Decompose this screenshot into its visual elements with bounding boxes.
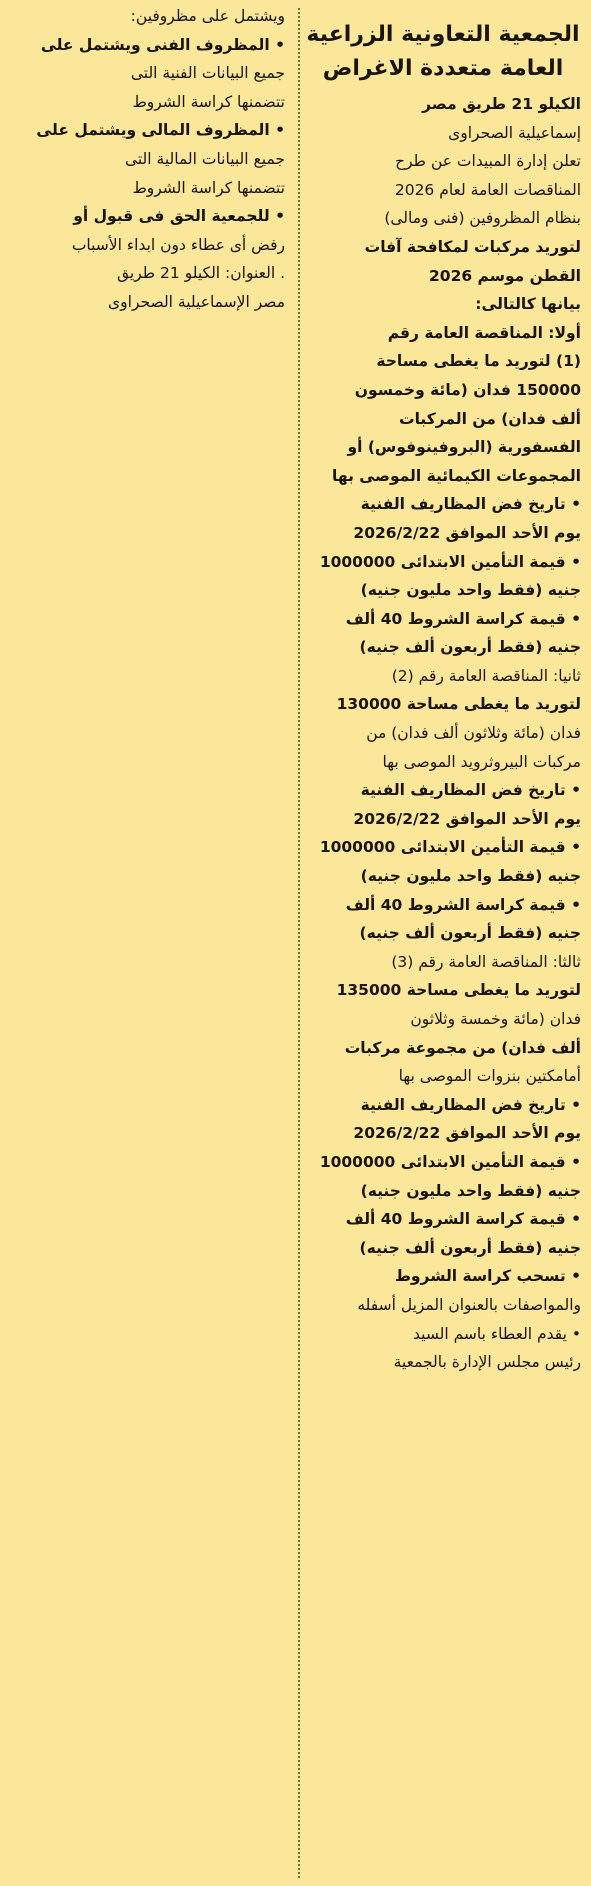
- right-column-line: (1) لتوريد ما يغطى مساحة: [376, 352, 581, 371]
- right-column-line: ثانيا: المناقصة العامة رقم (2): [391, 666, 581, 685]
- right-column-line: • قيمة التأمين الابتدائى 1000000: [319, 838, 581, 857]
- right-column-line: • تسحب كراسة الشروط: [394, 1267, 581, 1286]
- left-column: [9, 0, 285, 317]
- right-column-line: ألف فدان) من مجموعة مركبات: [344, 1038, 581, 1057]
- right-column-line: • قيمة كراسة الشروط 40 ألف: [345, 895, 581, 914]
- left-column-line: جميع البيانات المالية التى: [124, 149, 285, 168]
- right-column-line: جنيه (فقط واحد مليون جنيه): [360, 867, 581, 886]
- right-column-line: لتوريد مركبات لمكافحة آفات: [364, 237, 581, 256]
- left-column-line: ويشتمل على مظروفين:: [130, 7, 285, 25]
- right-column-line: والمواصفات بالعنوان المزيل أسفله: [357, 1295, 581, 1314]
- right-column-line: • قيمة التأمين الابتدائى 1000000: [319, 552, 581, 571]
- right-column-line: مركبات البيروثرويد الموصى بها: [382, 752, 581, 771]
- right-column-line: إسماعيلية الصحراوى: [448, 123, 581, 142]
- right-column-line: فدان (مائة وثلاثون ألف فدان) من: [366, 724, 581, 743]
- right-column-line: • تاريخ فض المظاريف الفنية: [360, 1095, 581, 1114]
- left-column-body: [9, 2, 285, 317]
- association-title: الجمعية التعاونية الزراعية العامة متعددة الاغراض: [306, 22, 580, 81]
- left-column-line: رفض أى عطاء دون ابداء الأسباب: [71, 235, 285, 254]
- right-column-line: جنيه (فقط أربعون ألف جنيه): [359, 638, 581, 657]
- right-column-line: جنيه (فقط واحد مليون جنيه): [360, 1181, 581, 1200]
- right-column-line: فدان (مائة وخمسة وثلاثون: [410, 1010, 581, 1028]
- right-column-line: • قيمة التأمين الابتدائى 1000000: [319, 1152, 581, 1171]
- column-divider: [298, 8, 300, 1878]
- right-column-line: ثالثا: المناقصة العامة رقم (3): [391, 952, 581, 971]
- right-column-line: 150000 فدان (مائة وخمسون: [354, 380, 581, 399]
- right-column-line: جنيه (فقط أربعون ألف جنيه): [359, 1238, 581, 1257]
- right-column-line: • تاريخ فض المظاريف الفنية: [360, 495, 581, 514]
- right-column-line: جنيه (فقط أربعون ألف جنيه): [359, 924, 581, 943]
- left-column-line: تتضمنها كراسة الشروط: [132, 178, 285, 197]
- right-column-line: تعلن إدارة المبيدات عن طرح: [395, 152, 581, 171]
- right-column-line: لتوريد ما يغطى مساحة 135000: [336, 981, 581, 1000]
- right-column-line: بيانها كالتالى:: [475, 295, 581, 314]
- right-column-line: • قيمة كراسة الشروط 40 ألف: [345, 609, 581, 628]
- right-column-line: الكيلو 21 طريق مصر: [422, 95, 581, 113]
- left-column-line: جميع البيانات الفنية التى: [130, 64, 285, 83]
- left-column-line: • للجمعية الحق فى قبول أو: [73, 207, 285, 226]
- right-column-body: [305, 90, 581, 1377]
- right-column-line: الفسفورية (البروفينوفوس) أو: [347, 438, 581, 457]
- right-column-line: يوم الأحد الموافق 2026/2/22: [353, 1124, 581, 1143]
- right-column-line: ألف فدان) من المركبات: [399, 409, 581, 428]
- right-column-line: جنيه (فقط واحد مليون جنيه): [360, 581, 581, 600]
- right-column-line: المجموعات الكيمائية الموصى بها: [332, 466, 581, 485]
- left-column-line: مصر الإسماعيلية الصحراوى: [108, 292, 285, 311]
- right-column-line: أولا: المناقصة العامة رقم: [387, 323, 581, 342]
- right-column-line: • قيمة كراسة الشروط 40 ألف: [345, 1210, 581, 1229]
- right-column-line: • يقدم العطاء باسم السيد: [413, 1324, 581, 1343]
- left-column-line: • المظروف المالى ويشتمل على: [36, 121, 285, 140]
- left-column-line: . العنوان: الكيلو 21 طريق: [116, 264, 285, 283]
- right-column-line: القطن موسم 2026: [429, 266, 581, 285]
- right-column-line: يوم الأحد الموافق 2026/2/22: [353, 809, 581, 828]
- right-column-line: بنظام المظروفين (فنى ومالى): [384, 209, 581, 228]
- right-column-line: • تاريخ فض المظاريف الفنية: [360, 781, 581, 800]
- left-column-line: تتضمنها كراسة الشروط: [132, 92, 285, 111]
- left-column-line: • المظروف الفنى ويشتمل على: [40, 35, 285, 54]
- right-column-line: أمامكتين بنزوات الموصى بها: [398, 1067, 581, 1086]
- right-column-line: يوم الأحد الموافق 2026/2/22: [353, 523, 581, 542]
- right-column-line: رئيس مجلس الإدارة بالجمعية: [393, 1353, 581, 1372]
- right-column-line: المناقصات العامة لعام 2026: [394, 180, 581, 199]
- right-column: [305, 0, 581, 1377]
- right-column-line: لتوريد ما يغطى مساحة 130000: [336, 695, 581, 714]
